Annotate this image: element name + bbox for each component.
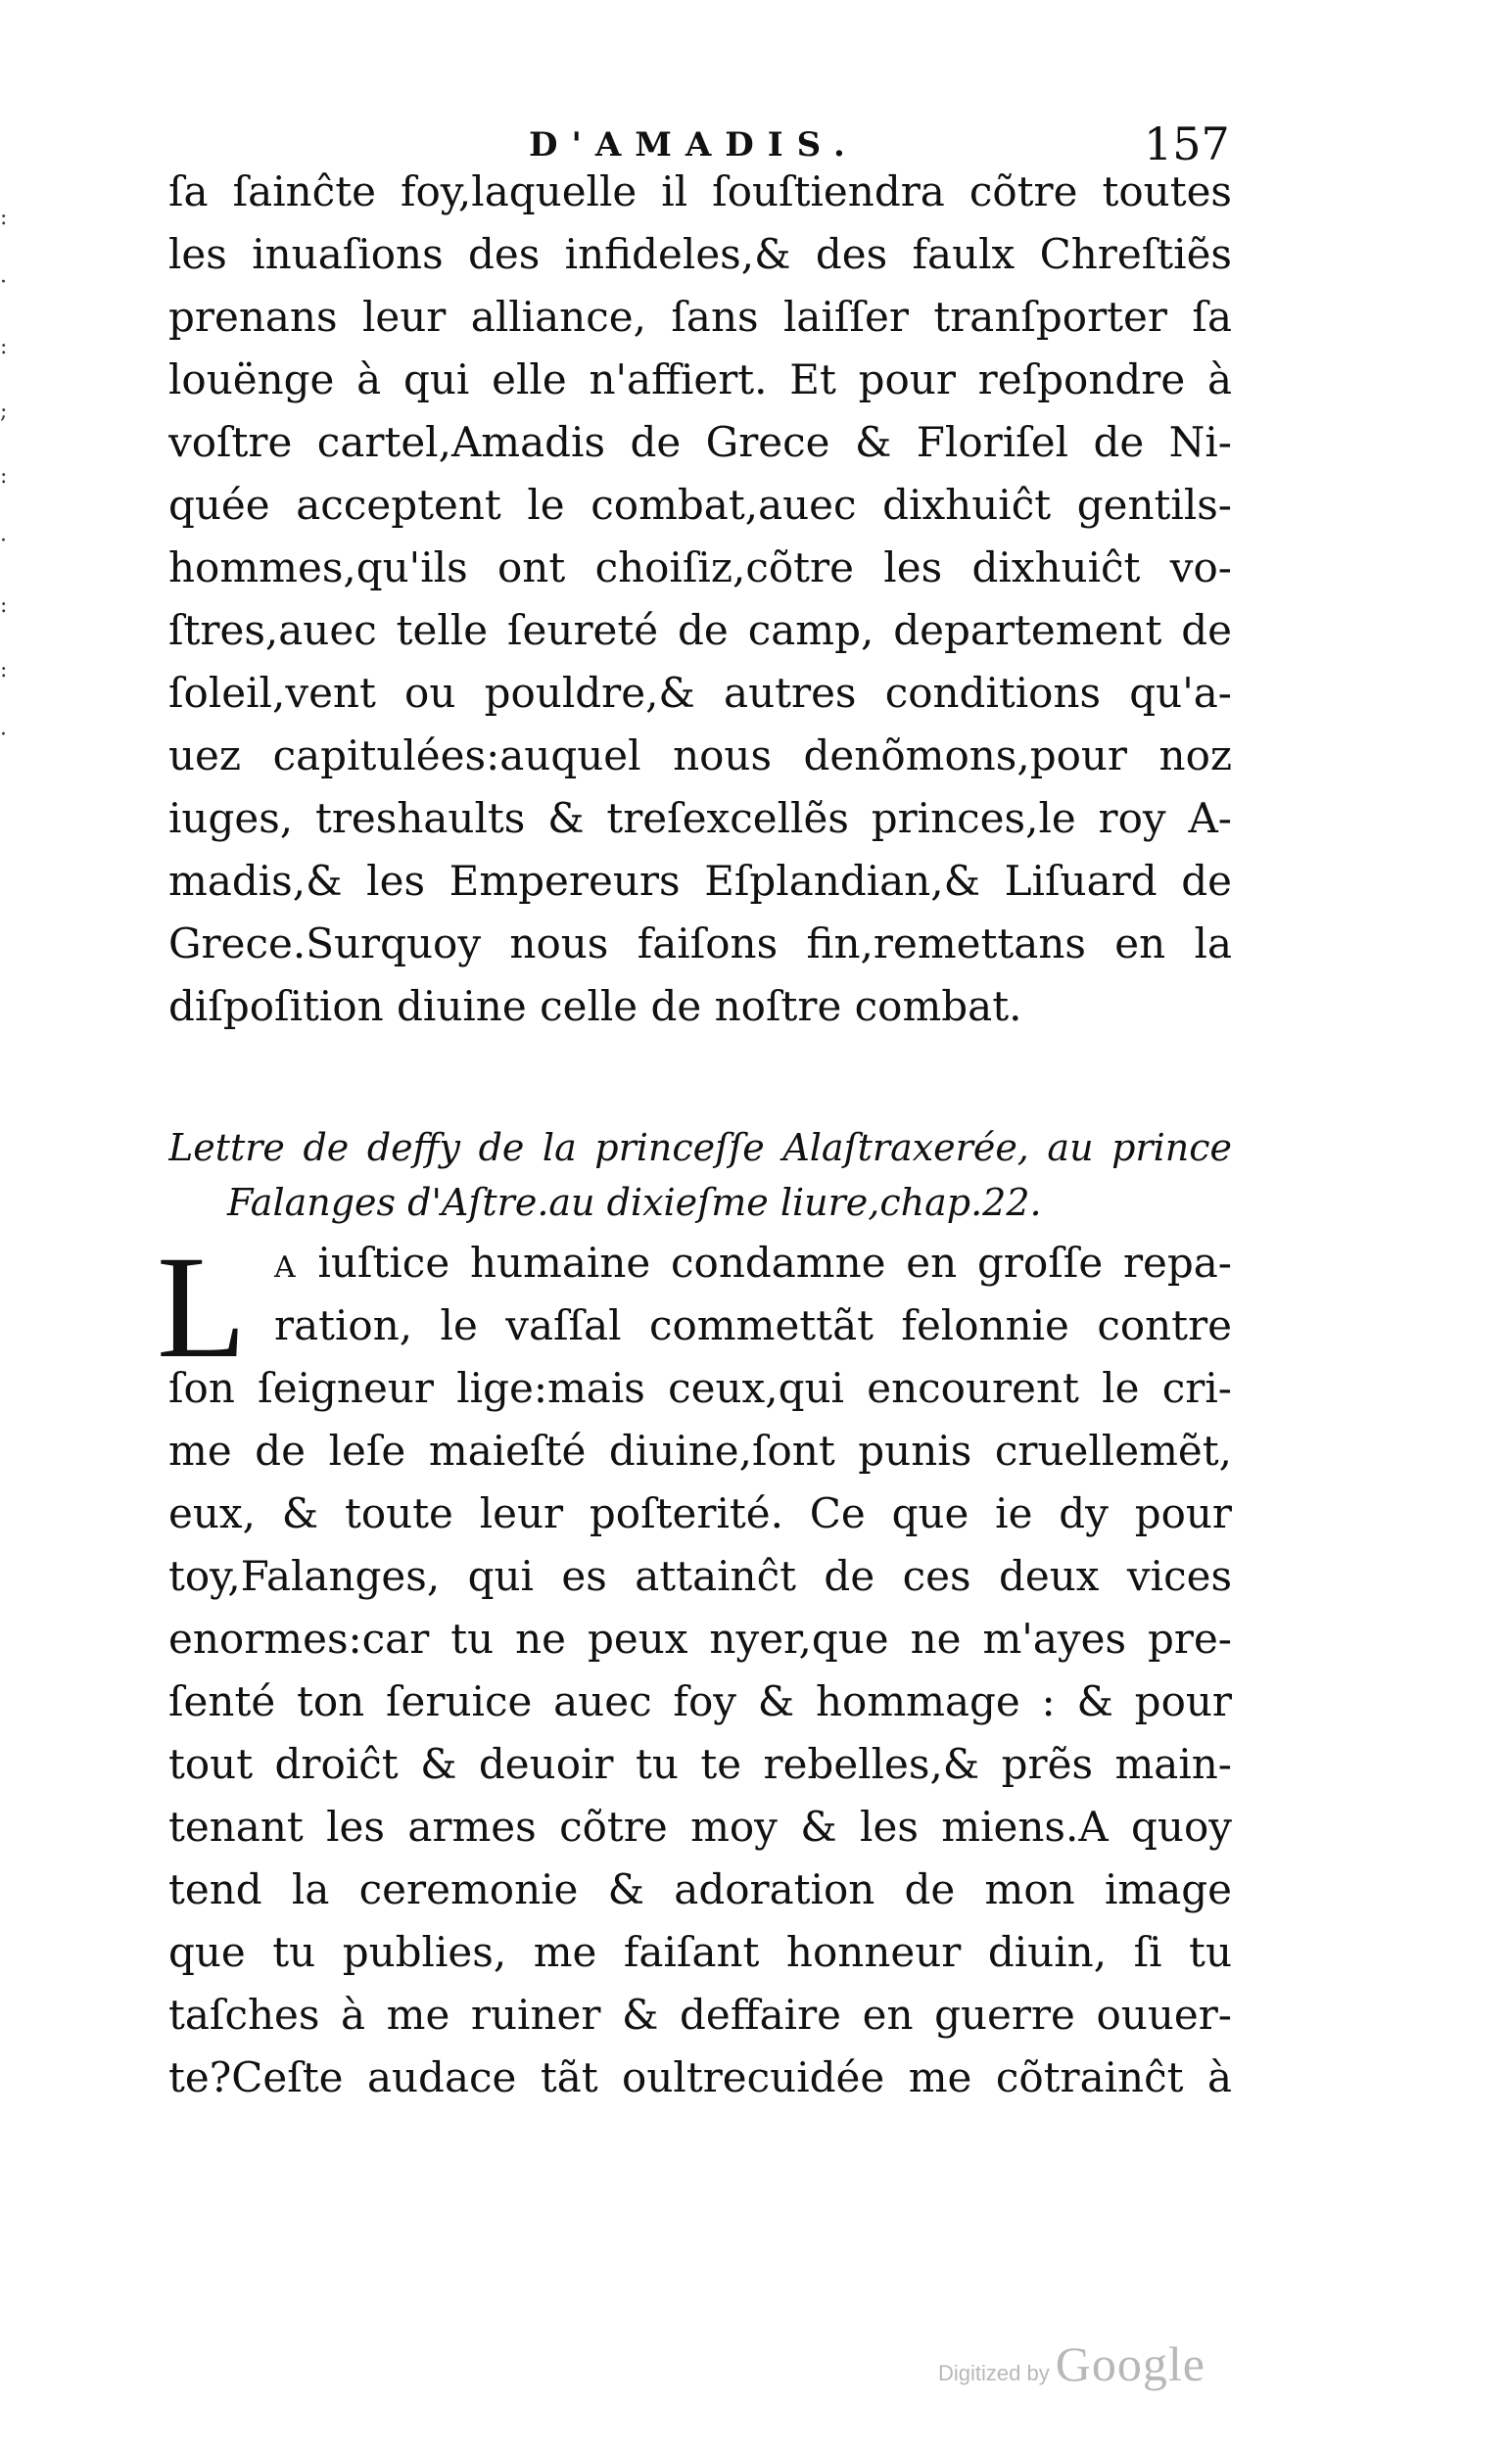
text-line: uez capitulées:auquel nous denõmons,pour noz [168, 731, 1232, 779]
text-line: eux, & toute leur poſterité. Ce que ie dy pour [168, 1489, 1232, 1537]
small-caps-letter: A [274, 1250, 298, 1285]
text-line: ſtres,auec telle ſeureté de camp, departement de [168, 606, 1232, 654]
text-line: ſon ſeigneur lige:mais ceux,qui encourent le cri- [168, 1364, 1232, 1412]
text-line: toy,Falanges, qui es attainĉt de ces deux vices [168, 1552, 1232, 1600]
text-line: tout droiĉt & deuoir tu te rebelles,& prẽs main- [168, 1740, 1232, 1788]
text-line: ſa ſainĉte foy,laquelle il ſouſtiendra cõtre toutes [168, 167, 1232, 215]
text-line: hommes,qu'ils ont choiſiz,cõtre les dixhuiĉt vo- [168, 543, 1232, 591]
heading-line-2: Falanges d'Aſtre.au dixieſme liure,chap.22. [227, 1181, 1042, 1224]
text-line: ſoleil,vent ou pouldre,& autres conditions qu'a- [168, 669, 1232, 717]
heading-line-1: Lettre de deffy de la princeſſe Alaſtraxerée, au prince [168, 1126, 1232, 1169]
paragraph-2 [168, 1232, 1232, 2109]
text-line: taſches à me ruiner & deffaire en guerre ouuer- [168, 1991, 1232, 2039]
text-line: quée acceptent le combat,auec dixhuiĉt gentils- [168, 481, 1232, 529]
text-line: me de leſe maieſté diuine,ſont punis cruellemẽt, [168, 1427, 1232, 1475]
text-line: ration, le vaſſal commettãt felonnie contre [274, 1301, 1232, 1349]
text-line: madis,& les Empereurs Eſplandian,& Liſuard de [168, 857, 1232, 905]
digitized-by-text: Digitized by [938, 2361, 1050, 2385]
first-line-text: iuſtice humaine condamne en groſſe repa- [317, 1239, 1232, 1287]
letter-heading [168, 1120, 1232, 1230]
text-line: louënge à qui elle n'affiert. Et pour reſpondre à [168, 355, 1232, 403]
text-line: prenans leur alliance, ſans laiſſer tranſporter ſa [168, 293, 1232, 341]
text-line: Grece.Surquoy nous faiſons fin,remettans en la [168, 919, 1232, 967]
text-line: tend la ceremonie & adoration de mon image [168, 1865, 1232, 1913]
text-line: ſenté ton ſeruice auec foy & hommage : & pour [168, 1677, 1232, 1725]
text-line: iuges, treshaults & treſexcellẽs princes,le roy A- [168, 794, 1232, 842]
digitized-by-google-watermark [938, 2335, 1205, 2392]
text-line: les inuaſions des infideles,& des faulx Chreſtiẽs [168, 230, 1232, 278]
text-line: diſpoſition diuine celle de noſtre combat. [168, 982, 1022, 1030]
text-line: tenant les armes cõtre moy & les miens.A quoy [168, 1803, 1232, 1851]
text-line: voſtre cartel,Amadis de Grece & Floriſel de Ni- [168, 418, 1232, 466]
page-number: 157 [1144, 118, 1230, 170]
drop-capital: L [157, 1226, 247, 1389]
text-line: que tu publies, me faiſant honneur diuin, ſi tu [168, 1928, 1232, 1976]
running-head: D'AMADIS. [529, 125, 859, 165]
google-logo: Google [1055, 2336, 1205, 2391]
text-line: enormes:car tu ne peux nyer,que ne m'ayes pre- [168, 1615, 1232, 1663]
text-line: te?Ceſte audace tãt oultrecuidée me cõtrainĉt à [168, 2053, 1232, 2101]
margin-marks: : · : ; : · : : · [0, 206, 8, 747]
text-line-first [168, 1232, 1232, 1295]
paragraph-1 [168, 161, 1232, 1038]
